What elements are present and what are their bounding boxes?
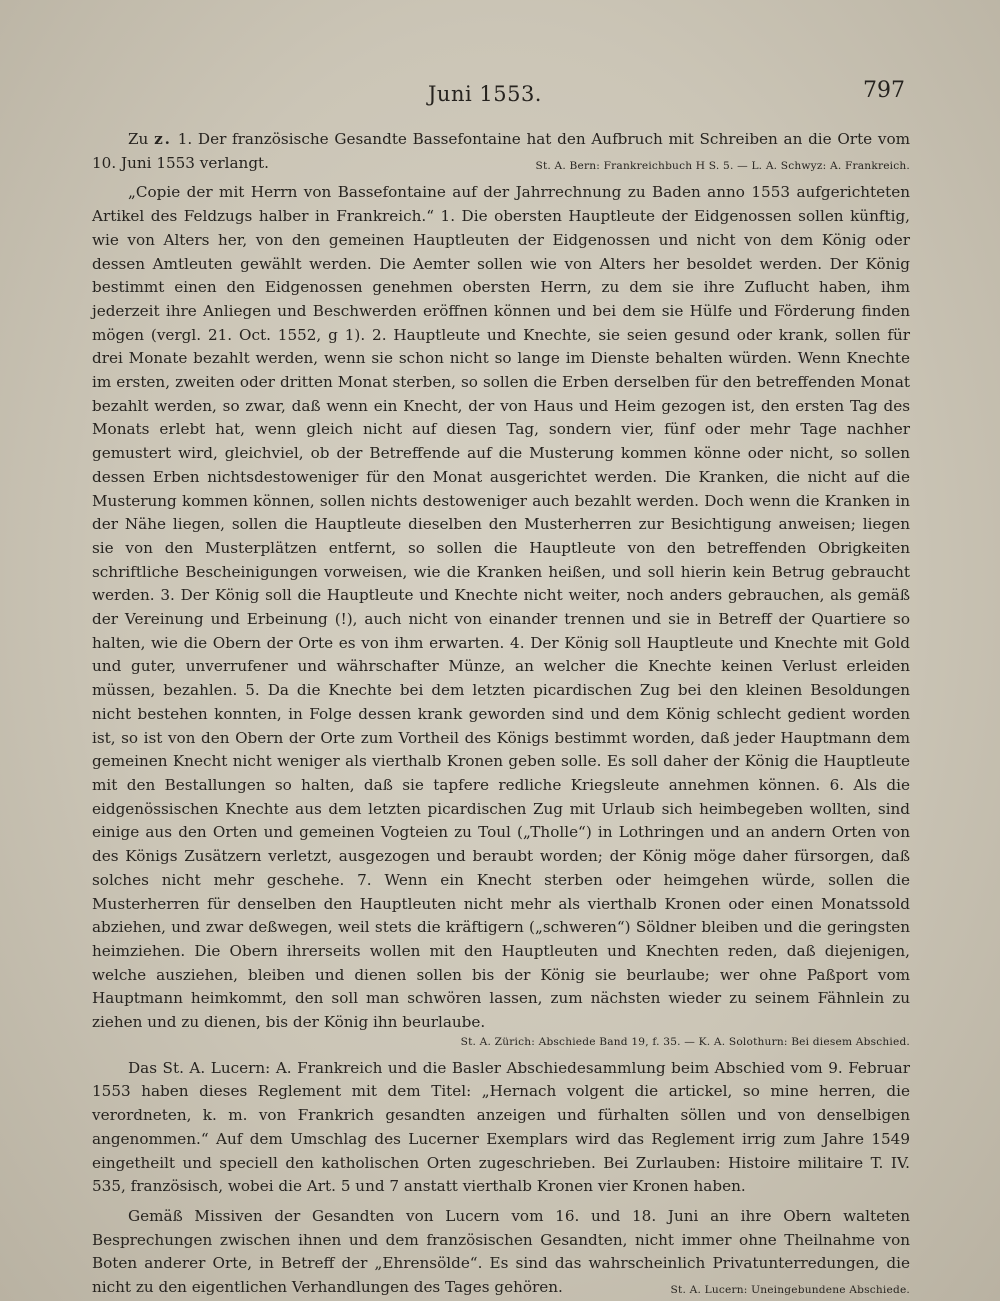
section-reference: z. xyxy=(154,130,172,148)
source-citation: St. A. Zürich: Abschiede Band 19, f. 35. — K. A. Solothurn: Bei diesem Abschied. xyxy=(460,1035,910,1048)
paragraph-4 xyxy=(92,1205,910,1300)
running-head: Juni 1553. xyxy=(428,82,542,106)
page-body xyxy=(92,128,910,1301)
paragraph-text: „Copie der mit Herrn von Bassefontaine auf der Jahrrechnung zu Baden anno 1553 aufgerichteten Artikel des Feldzugs halber in Frankreich.“ 1. Die obersten Hauptleute der Eidgenossen sollen künftig, wie von Alters her, von den gemeinen Hauptleuten der Eidgenossen und nicht von dem König oder dessen Amtleuten gewählt werden. Die Aemter sollen wie von Alters her besoldet werden. Der König bestimmt einen den Eidgenossen genehmen obersten Herrn, zu dem sie ihre Zuflucht haben, ihm jederzeit ihre Anliegen und Beschwerden eröffnen können und bei dem sie Hülfe und Förderung finden mögen (vergl. 21. Oct. 1552, g 1). 2. Hauptleute und Knechte, sie seien gesund oder krank, sollen für drei Monate bezahlt werden, wenn sie schon nicht so lange im Dienste behalten würden. Wenn Knechte im ersten, zweiten oder dritten Monat sterben, so sollen die Erben derselben für den betreffenden Monat bezahlt werden, so zwar, daß wenn ein Knecht, der von Haus und Heim gezogen ist, den ersten Tag des Monats erlebt hat, wenn gleich nicht auf diesen Tag, sondern vier, fünf oder mehr Tage nachher gemustert wird, gleichviel, ob der Betreffende auf die Musterung kommen könne oder nicht, so sollen dessen Erben nichtsdestoweniger für den Monat ausgerichtet werden. Die Kranken, die nicht auf die Musterung kommen können, sollen nichts destoweniger auch bezahlt werden. Doch wenn die Kranken in der Nähe liegen, sollen die Hauptleute dieselben den Musterherren zur Besichtigung anweisen; liegen sie von den Musterplätzen entfernt, so sollen die Hauptleute von den betreffenden Obrigkeiten schriftliche Bescheinigungen vorweisen, wie die Kranken heißen, und soll hierin kein Betrug gebraucht werden. 3. Der König soll die Hauptleute und Knechte nicht weiter, noch anders gebrauchen, als gemäß der Vereinung und Erbeinung (!), auch nicht von einander trennen und sie in Betreff der Quartiere so halten, wie die Obern der Orte es von ihm erwarten. 4. Der König soll Hauptleute und Knechte mit Gold und guter, unverrufener und währschafter Münze, an welcher die Knechte keinen Verlust erleiden müssen, bezahlen. 5. Da die Knechte bei dem letzten picardischen Zug bei den kleinen Besoldungen nicht bestehen konnten, in Folge dessen krank geworden sind und dem König schlecht gedient worden ist, so ist von den Obern der Orte zum Vortheil des Königs bestimmt worden, daß jeder Hauptmann dem gemeinen Knecht nicht weniger als vierthalb Kronen geben solle. Es soll daher der König die Hauptleute mit den Bestallungen so halten, daß sie tapfere redliche Kriegsleute annehmen können. 6. Als die eidgenössischen Knechte aus dem letzten picardischen Zug mit Urlaub sich heimbegeben wollten, sind einige aus den Orten und gemeinen Vogteien zu Toul („Tholle“) in Lothringen und an andern Orten von des Königs Zusätzern verletzt, ausgezogen und beraubt worden; der König möge daher fürsorgen, daß solches nicht mehr geschehe. 7. Wenn ein Knecht sterben oder heimgehen würde, sollen die Musterherren für denselben den Hauptleuten nicht mehr als vierthalb Kronen oder einen Monatssold abziehen, und zwar deßwegen, weil stets die kräftigern („schweren“) Söldner bleiben und die geringsten heimziehen. Die Obern ihrerseits wollen mit den Hauptleuten und Knechten reden, daß diejenigen, welche ausziehen, bleiben und dienen sollen bis der König sie beurlaube; wer ohne Paßport vom Hauptmann heimkommt, den soll man schwören lassen, zum nächsten wieder zu seinem Fähnlein zu ziehen und zu dienen, bis der König ihn beurlaube. xyxy=(92,183,910,1032)
paragraph-text: Gemäß Missiven der Gesandten von Lucern vom 16. und 18. Juni an ihre Obern walteten Besprechungen zwischen ihnen und dem französischen Gesandten, nicht immer ohne Theilnahme von Boten anderer Orte, in Betreff der „Ehrensölde“. Es sind das wahrscheinlich Privatunterredungen, die nicht zu den eigentlichen Verhandlungen des Tages gehören. xyxy=(92,1206,910,1297)
paragraph-text: Das St. A. Lucern: A. Frankreich und die Basler Abschiedesammlung beim Abschied vom 9. Februar 1553 haben dieses Reglement mit dem Titel: „Hernach volgent die artickel, so mine herren, die verordneten, k. m. von Frankrich gesandten anzeigen und fürhalten söllen und von denselbigen angenommen.“ Auf dem Umschlag des Lucerner Exemplars wird das Reglement irrig zum Jahre 1549 eingetheilt und speciell den katholischen Orten zugeschrieben. Bei Zurlauben: Histoire militaire T. IV. 535, französisch, wobei die Art. 5 und 7 anstatt vierthalb Kronen vier Kronen haben. xyxy=(92,1058,910,1196)
page-header xyxy=(0,78,1000,118)
paragraph-2 xyxy=(92,181,910,1034)
page-number: 797 xyxy=(863,78,905,103)
paragraph-lead: Zu xyxy=(128,130,149,148)
source-citation: St. A. Lucern: Uneingebundene Abschiede. xyxy=(670,1284,910,1297)
source-citation: St. A. Bern: Frankreichbuch H S. 5. — L. A. Schwyz: A. Frankreich. xyxy=(535,159,910,172)
paragraph-3 xyxy=(92,1057,910,1199)
paragraph-text: 1. Der französische Gesandte Bassefontaine hat den Aufbruch mit Schreiben an die Orte vom 10. Juni 1553 verlangt. xyxy=(92,130,911,172)
paragraph-1 xyxy=(92,128,910,175)
